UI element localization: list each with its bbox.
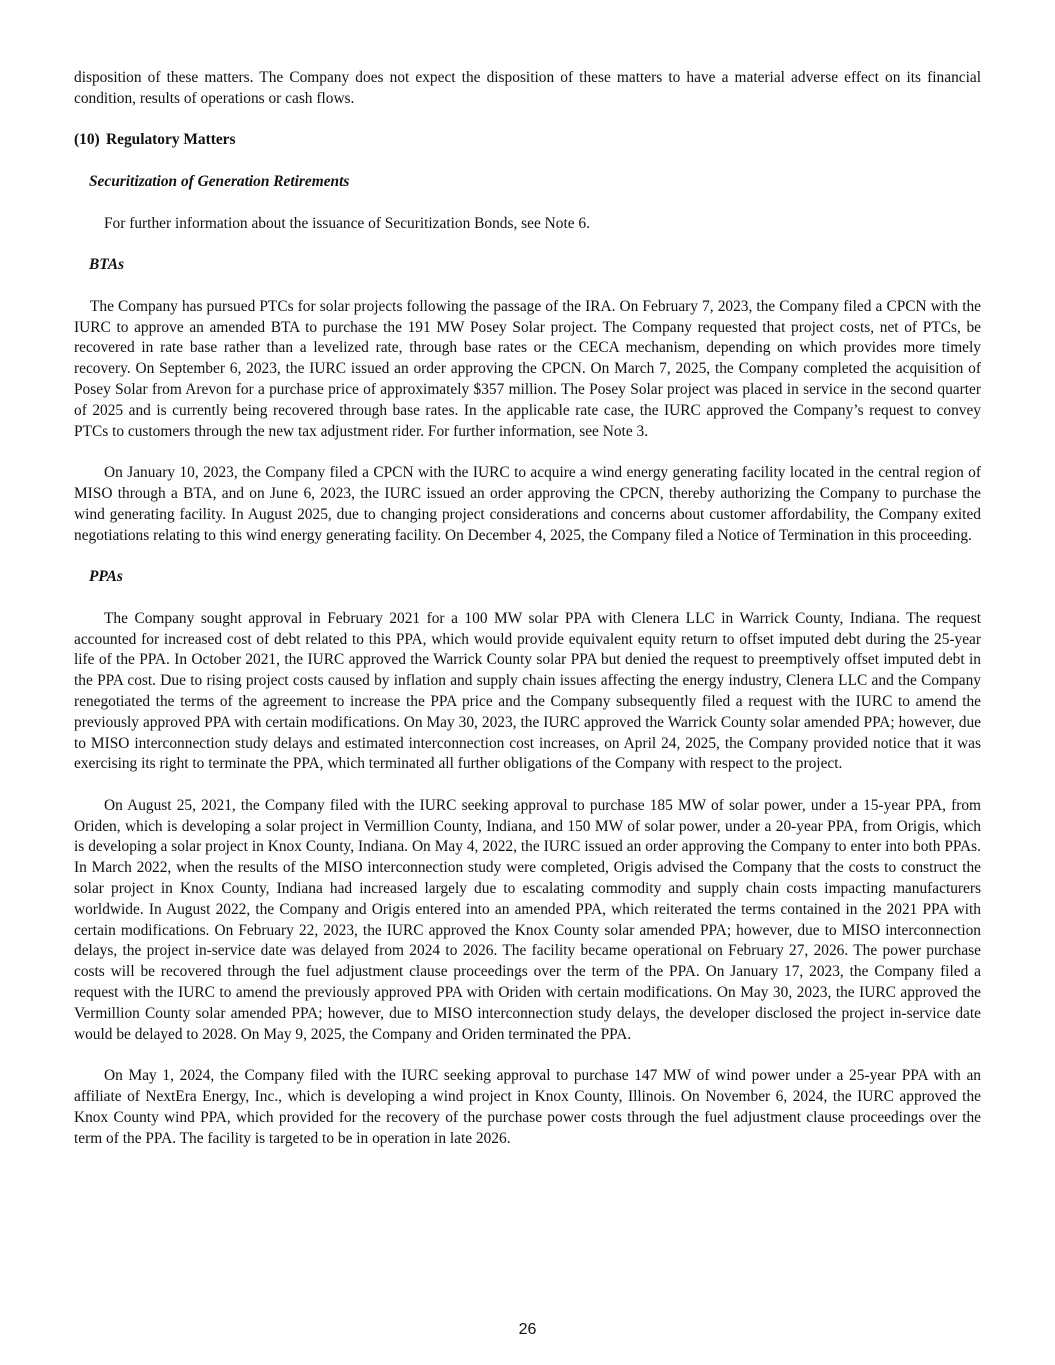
page-number: 26 <box>518 1321 537 1338</box>
ppas-paragraph-3: On May 1, 2024, the Company filed with the IURC seeking approval to purchase 147 MW of wind power under a 25-year PPA with an affiliate of NextEra Energy, Inc., which is developing a wind project in Knox County, Illinois. On November 6, 2024, the IURC approved the Knox County wind PPA, which provided for the recovery of the purchase power costs through the fuel adjustment clause proceedings over the term of the PPA. The facility is targeted to be in operation in late 2026. <box>74 1067 981 1147</box>
section-heading <box>74 130 981 151</box>
document-body <box>74 68 981 1149</box>
ppas-paragraph-1: The Company sought approval in February 2021 for a 100 MW solar PPA with Clenera LLC in Warrick County, Indiana. The request accounted for increased cost of debt related to this PPA, which would provide equivalent equity return to offset imputed debt during the 25-year life of the PPA. In October 2021, the IURC approved the Warrick County solar PPA but denied the request to preemptively offset imputed debt in the PPA cost. Due to rising project costs caused by inflation and supply chain issues affecting the energy industry, Clenera LLC and the Company renegotiated the terms of the agreement to increase the PPA price and the Company subsequently filed a request with the IURC to amend the previously approved PPA with certain modifications. On May 30, 2023, the IURC approved the Warrick County solar amended PPA; however, due to MISO interconnection study delays and estimated interconnection cost increases, on April 24, 2025, the Company provided notice that it was exercising its right to terminate the PPA, which terminated all further obligations of the Company with respect to the project. <box>74 609 981 773</box>
intro-paragraph: disposition of these matters. The Company does not expect the disposition of these matters to have a material adverse effect on its financial condition, results of operations or cash flows. <box>74 69 981 107</box>
securitization-heading: Securitization of Generation Retirements <box>89 172 350 190</box>
section-number: (10) <box>74 131 100 149</box>
btas-paragraph-1: The Company has pursued PTCs for solar projects following the passage of the IRA. On February 7, 2023, the Company filed a CPCN with the IURC to approve an amended BTA to purchase the 191 MW Posey Solar project. The Company requested that project costs, net of PTCs, be recovered in rate base rather than a levelized rate, through base rates or the CECA mechanism, depending on which provides more timely recovery. On September 6, 2023, the IURC issued an order approving the CPCN. On March 7, 2025, the Company completed the acquisition of Posey Solar from Arevon for a purchase price of approximately $357 million. The Posey Solar project was placed in service in the second quarter of 2025 and is currently being recovered through base rates. In the applicable rate case, the IURC approved the Company’s request to convey PTCs to customers through the new tax adjustment rider. For further information, see Note 3. <box>74 297 981 440</box>
ppas-paragraph-2: On August 25, 2021, the Company filed with the IURC seeking approval to purchase 185 MW of solar power, under a 15-year PPA, from Oriden, which is developing a solar project in Vermillion County, Indiana, and 150 MW of solar power, under a 20-year PPA, from Origis, which is developing a solar project in Knox County, Indiana. On May 4, 2022, the IURC issued an order approving the Company to enter into both PPAs. In March 2022, when the results of the MISO interconnection study were completed, Origis advised the Company that the costs to construct the solar project in Knox County, Indiana had increased largely due to escalating commodity and supply chain costs impacting manufacturers worldwide. In August 2022, the Company and Origis entered into an amended PPA, which reiterated the terms contained in the 2021 PPA with certain modifications. On February 22, 2023, the IURC approved the Knox County solar amended PPA; however, due to MISO interconnection delays, the project in-service date was delayed from 2024 to 2026. The facility became operational on February 27, 2026. The power purchase costs will be recovered through the fuel adjustment clause proceedings over the term of the PPA. On January 17, 2023, the Company filed a request with the IURC to amend the previously approved PPA with Oriden with certain modifications. On May 30, 2023, the IURC approved the Vermillion County solar amended PPA; however, due to MISO interconnection study delays, the developer disclosed the project in-service date would be delayed to 2028. On May 9, 2025, the Company and Oriden terminated the PPA. <box>74 796 981 1043</box>
section-title: Regulatory Matters <box>106 131 236 149</box>
btas-paragraph-2: On January 10, 2023, the Company filed a CPCN with the IURC to acquire a wind energy generating facility located in the central region of MISO through a BTA, and on June 6, 2023, the IURC issued an order approving the CPCN, thereby authorizing the Company to purchase the wind generating facility. In August 2025, due to changing project considerations and concerns about customer affordability, the Company exited negotiations relating to this wind energy generating facility. On December 4, 2025, the Company filed a Notice of Termination in this proceeding. <box>74 464 981 544</box>
ppas-heading: PPAs <box>89 568 123 586</box>
securitization-paragraph: For further information about the issuance of Securitization Bonds, see Note 6. <box>104 214 590 232</box>
btas-heading: BTAs <box>89 256 125 274</box>
